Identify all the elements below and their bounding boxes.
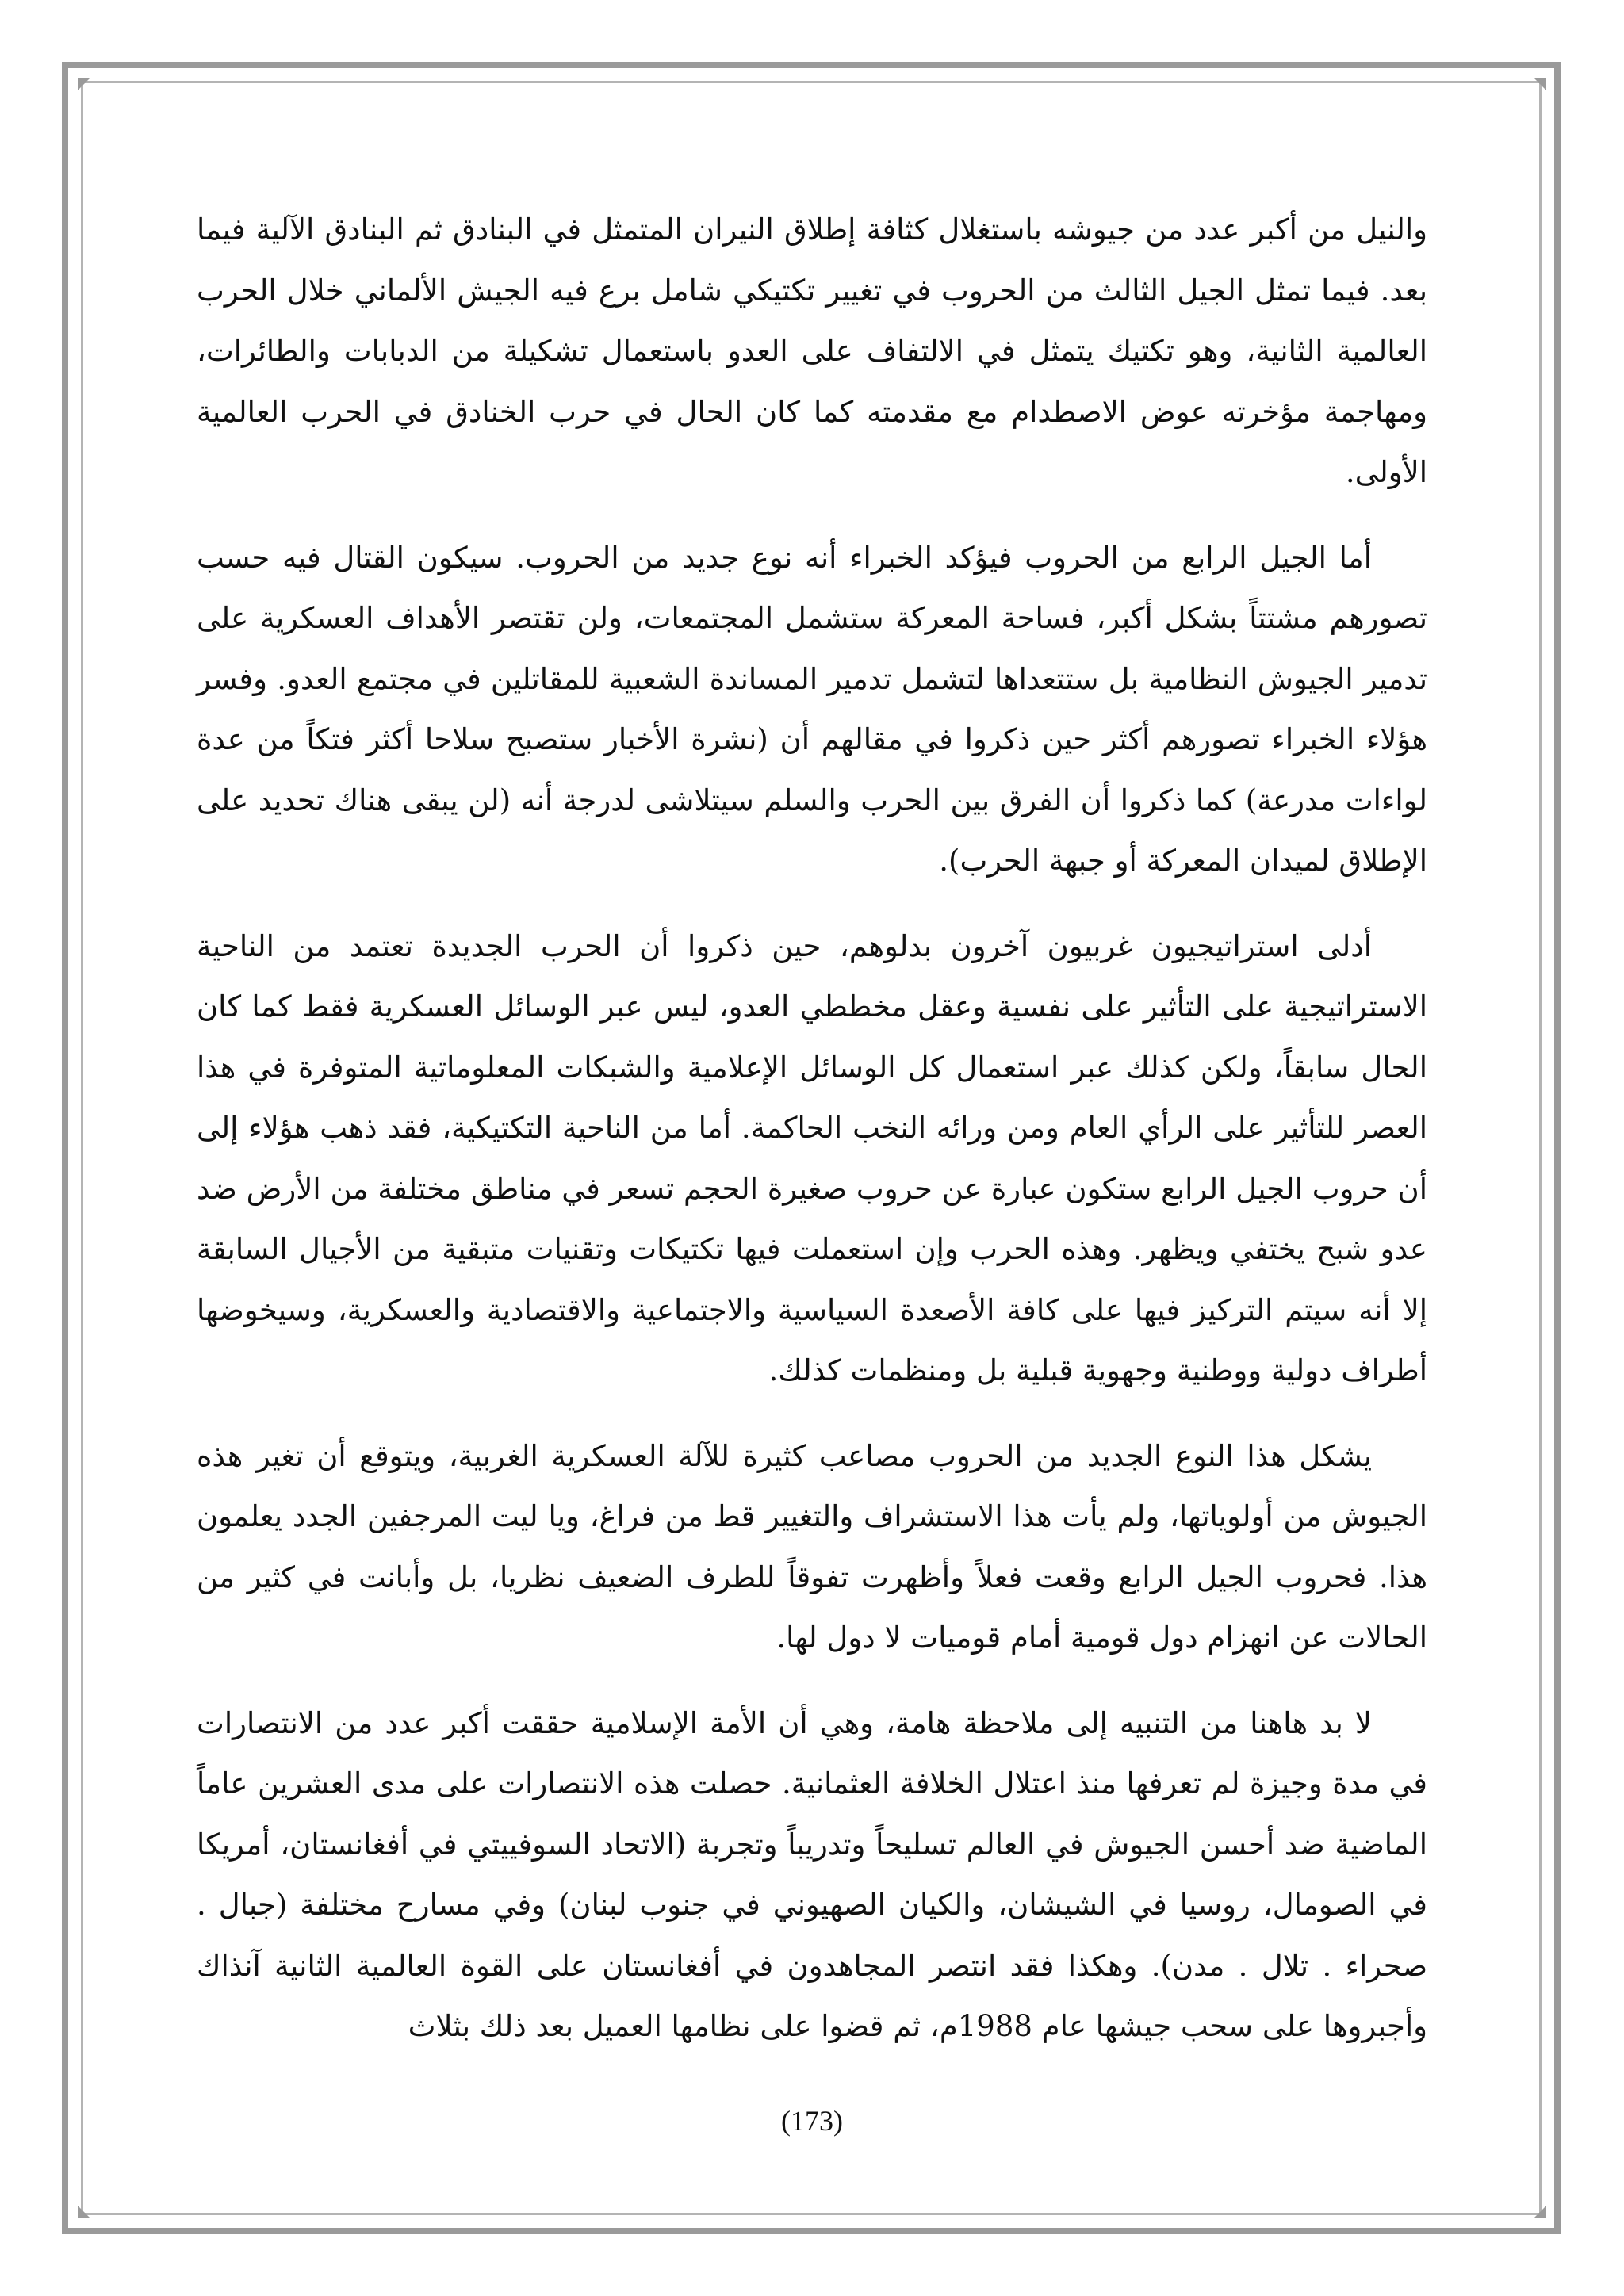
corner-ornament-top-right bbox=[1534, 78, 1546, 90]
paragraph-4: يشكل هذا النوع الجديد من الحروب مصاعب كثيرة للآلة العسكرية الغربية، ويتوقع أن تغير هذه الجيوش من أولوياتها، ولم يأت هذا الاستشراف والتغيير قط من فراغ، ويا ليت المرجفين الجدد يعلمون هذا. فحروب الجيل الرابع وقعت فعلاً وأظهرت تفوقاً للطرف الضعيف نظريا، بل وأبانت في كثير من الحالات عن انهزام دول قومية أمام قوميات لا دول لها. bbox=[197, 1438, 1427, 1655]
corner-ornament-bottom-left bbox=[78, 2206, 90, 2218]
corner-ornament-bottom-right bbox=[1534, 2206, 1546, 2218]
page-number: (173) bbox=[781, 2105, 843, 2137]
paragraph-5: لا بد هاهنا من التنبيه إلى ملاحظة هامة، وهي أن الأمة الإسلامية حققت أكبر عدد من الانتصارات في مدة وجيزة لم تعرفها منذ اعتلال الخلافة العثمانية. حصلت هذه الانتصارات على مدى العشرين عاماً الماضية ضد أحسن الجيوش في العالم تسليحاً وتدريباً وتجربة (الاتحاد السوفييتي في أفغانستان، أمريكا في الصومال، روسيا في الشيشان، والكيان الصهيوني في جنوب لبنان) وفي مسارح مختلفة (جبال . صحراء . تلال . مدن). وهكذا فقد انتصر المجاهدون في أفغانستان على القوة العالمية الثانية آنذاك وأجبروها على سحب جيشها عام 1988م، ثم قضوا على نظامها العميل بعد ذلك بثلاث bbox=[197, 1705, 1427, 2043]
page-body bbox=[197, 200, 1427, 2082]
corner-ornament-top-left bbox=[78, 78, 90, 90]
paragraph-3: أدلى استراتيجيون غربيون آخرون بدلوهم، حين ذكروا أن الحرب الجديدة تعتمد من الناحية الاستراتيجية على التأثير على نفسية وعقل مخططي العدو، ليس عبر الوسائل العسكرية فقط كما كان الحال سابقاً، ولكن كذلك عبر استعمال كل الوسائل الإعلامية والشبكات المعلوماتية المتوفرة في هذا العصر للتأثير على الرأي العام ومن ورائه النخب الحاكمة. أما من الناحية التكتيكية، فقد ذهب هؤلاء إلى أن حروب الجيل الرابع ستكون عبارة عن حروب صغيرة الحجم تسعر في مناطق مختلفة من الأرض ضد عدو شبح يختفي ويظهر. وهذه الحرب وإن استعملت فيها تكتيكات وتقنيات متبقية من الأجيال السابقة إلا أنه سيتم التركيز فيها على كافة الأصعدة السياسية والاجتماعية والاقتصادية والعسكرية، وسيخوضها أطراف دولية ووطنية وجهوية قبلية بل ومنظمات كذلك. bbox=[197, 928, 1427, 1387]
paragraph-1: والنيل من أكبر عدد من جيوشه باستغلال كثافة إطلاق النيران المتمثل في البنادق ثم البنادق الآلية فيما بعد. فيما تمثل الجيل الثالث من الحروب في تغيير تكتيكي شامل برع فيه الجيش الألماني خلال الحرب العالمية الثانية، وهو تكتيك يتمثل في الالتفاف على العدو باستعمال تشكيلة من الدبابات والطائرات، ومهاجمة مؤخرته عوض الاصطدام مع مقدمته كما كان الحال في حرب الخنادق في الحرب العالمية الأولى. bbox=[197, 212, 1427, 489]
paragraph-2: أما الجيل الرابع من الحروب فيؤكد الخبراء أنه نوع جديد من الحروب. سيكون القتال فيه حسب تصورهم مشتتاً بشكل أكبر، فساحة المعركة ستشمل المجتمعات، ولن تقتصر الأهداف العسكرية على تدمير الجيوش النظامية بل ستتعداها لتشمل تدمير المساندة الشعبية للمقاتلين في مجتمع العدو. وفسر هؤلاء الخبراء تصورهم أكثر حين ذكروا في مقالهم أن (نشرة الأخبار ستصبح سلاحا أكثر فتكاً من عدة لواءات مدرعة) كما ذكروا أن الفرق بين الحرب والسلم سيتلاشى لدرجة أنه (لن يبقى هناك تحديد على الإطلاق لميدان المعركة أو جبهة الحرب). bbox=[197, 540, 1427, 878]
